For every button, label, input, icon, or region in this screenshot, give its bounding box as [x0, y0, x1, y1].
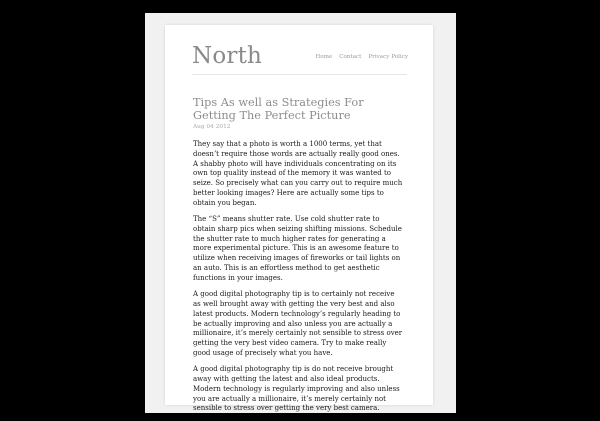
site-title[interactable]: North: [192, 43, 263, 69]
nav-item-contact[interactable]: Contact: [339, 54, 362, 60]
main-nav: [315, 53, 408, 61]
post-body: [193, 140, 403, 421]
content-card: [165, 25, 433, 413]
post-title[interactable]: Tips As well as Strategies For Getting The Perfect Picture: [193, 96, 364, 122]
post-paragraph: The “S” means shutter rate. Use cold shutter rate to obtain sharp pics when seizing shifting missions. Schedule the shutter rate to much higher rates for generating a more experimental picture. This is an awesome feature to utilize when receiving images of fireworks or tail lights on an auto. This is an effortless method to get aesthetic functions in your images.: [193, 215, 402, 282]
header-divider: [192, 74, 407, 75]
post-paragraph: They say that a photo is worth a 1000 terms, yet that doesn’t require those words are actually really good ones. A shabby photo will have individuals concentrating on its own top quality instead of the memory it was wanted to seize. So precisely what can you carry out to require much better looking images? Here are actually some tips to obtain you began.: [193, 140, 403, 207]
nav-item-privacy-policy[interactable]: Privacy Policy: [368, 54, 408, 60]
post-date: Aug 04 2012: [193, 124, 231, 130]
nav-item-home[interactable]: Home: [315, 54, 333, 60]
post-paragraph: A good digital photography tip is to certainly not receive as well brought away with getting the very best and also latest products. Modern technology’s regularly heading to be actually improving and also unless you are actually a millionaire, it’s merely certainly not sensible to stress over getting the very best video camera. Try to make really good usage of precisely what you have.: [193, 290, 403, 357]
post-paragraph: A good digital photography tip is do not receive brought away with getting the latest and also ideal products. Modern technology is regularly improving and also unless you are actually a millionaire, it’s merely certainly not sensible to stress over getting the very best camera.: [193, 365, 400, 413]
